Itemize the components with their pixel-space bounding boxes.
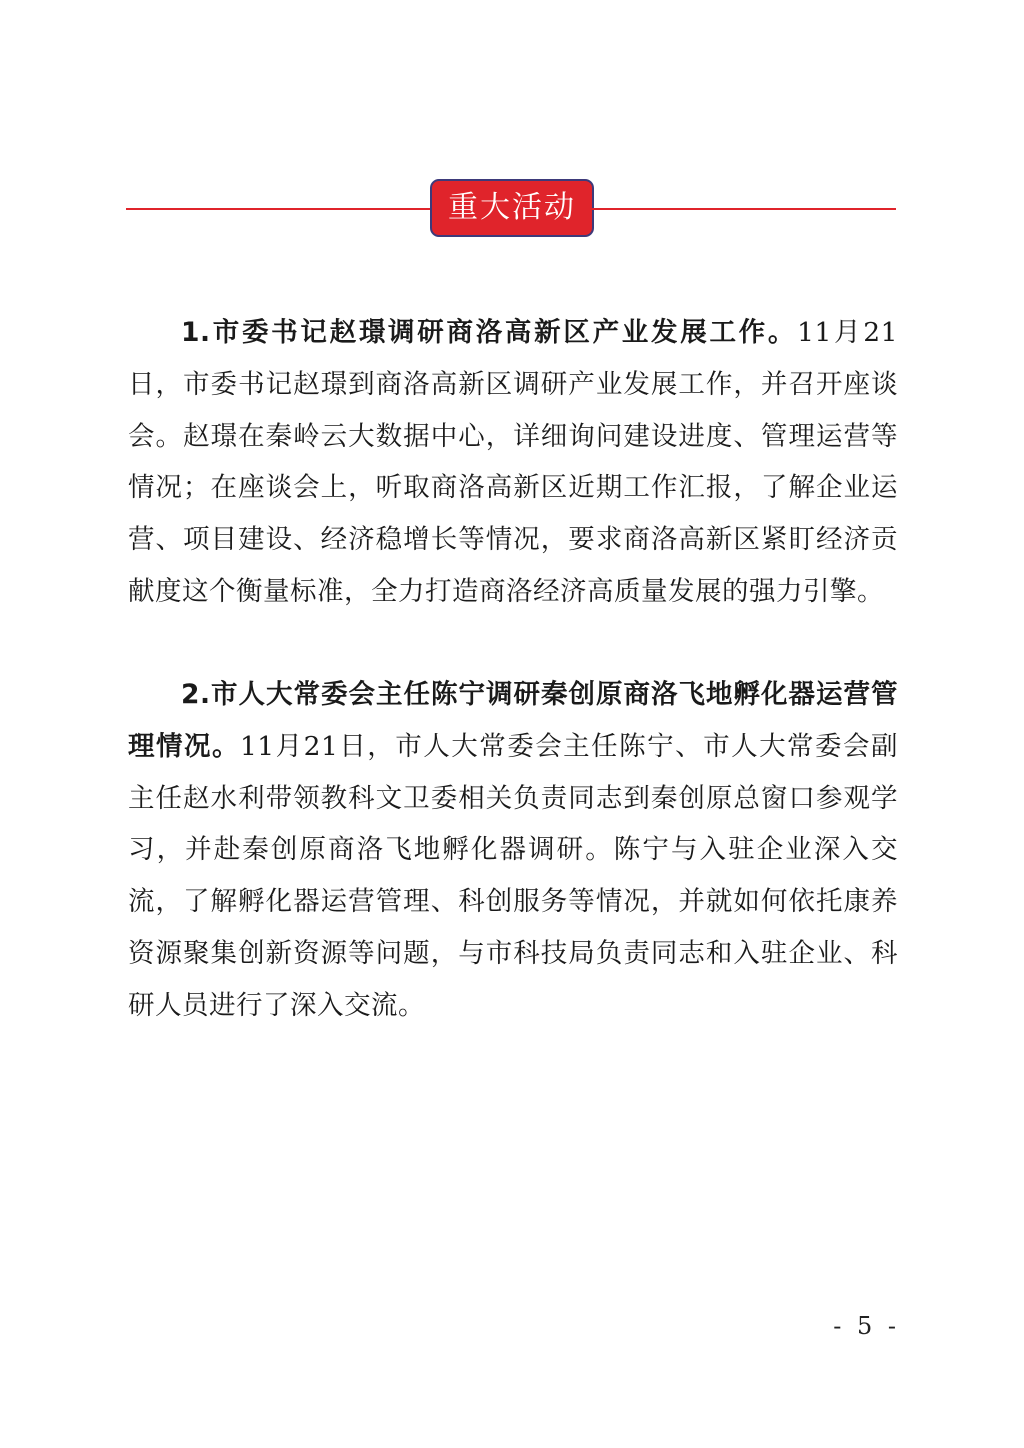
news-item-1 (128, 307, 898, 618)
news-item-2-headline: 2.市人大常委会主任陈宁调研秦创原商洛飞地孵化器运营管理情况。 (128, 679, 898, 762)
news-item-2 (128, 669, 898, 1032)
header-rule-right (592, 208, 896, 210)
news-item-1-body: 11月21日，市委书记赵璟到商洛高新区调研产业发展工作，并召开座谈会。赵璟在秦岭云大数据中心，详细询问建设进度、管理运营等情况；在座谈会上，听取商洛高新区近期工作汇报，了解企业运营、项目建设、经济稳增长等情况，要求商洛高新区紧盯经济贡献度这个衡量标准，全力打造商洛经济高质量发展的强力引擎。 (128, 317, 898, 607)
news-item-2-body: 11月21日，市人大常委会主任陈宁、市人大常委会副主任赵水利带领教科文卫委相关负责同志到秦创原总窗口参观学习，并赴秦创原商洛飞地孵化器调研。陈宁与入驻企业深入交流，了解孵化器运营管理、科创服务等情况，并就如何依托康养资源聚集创新资源等问题，与市科技局负责同志和入驻企业、科研人员进行了深入交流。 (128, 730, 898, 1021)
page-number: - 5 - (833, 1312, 900, 1340)
section-title-badge: 重大活动 (430, 179, 594, 237)
news-item-1-headline: 1.市委书记赵璟调研商洛高新区产业发展工作。 (181, 317, 798, 348)
header-rule-left (126, 208, 432, 210)
